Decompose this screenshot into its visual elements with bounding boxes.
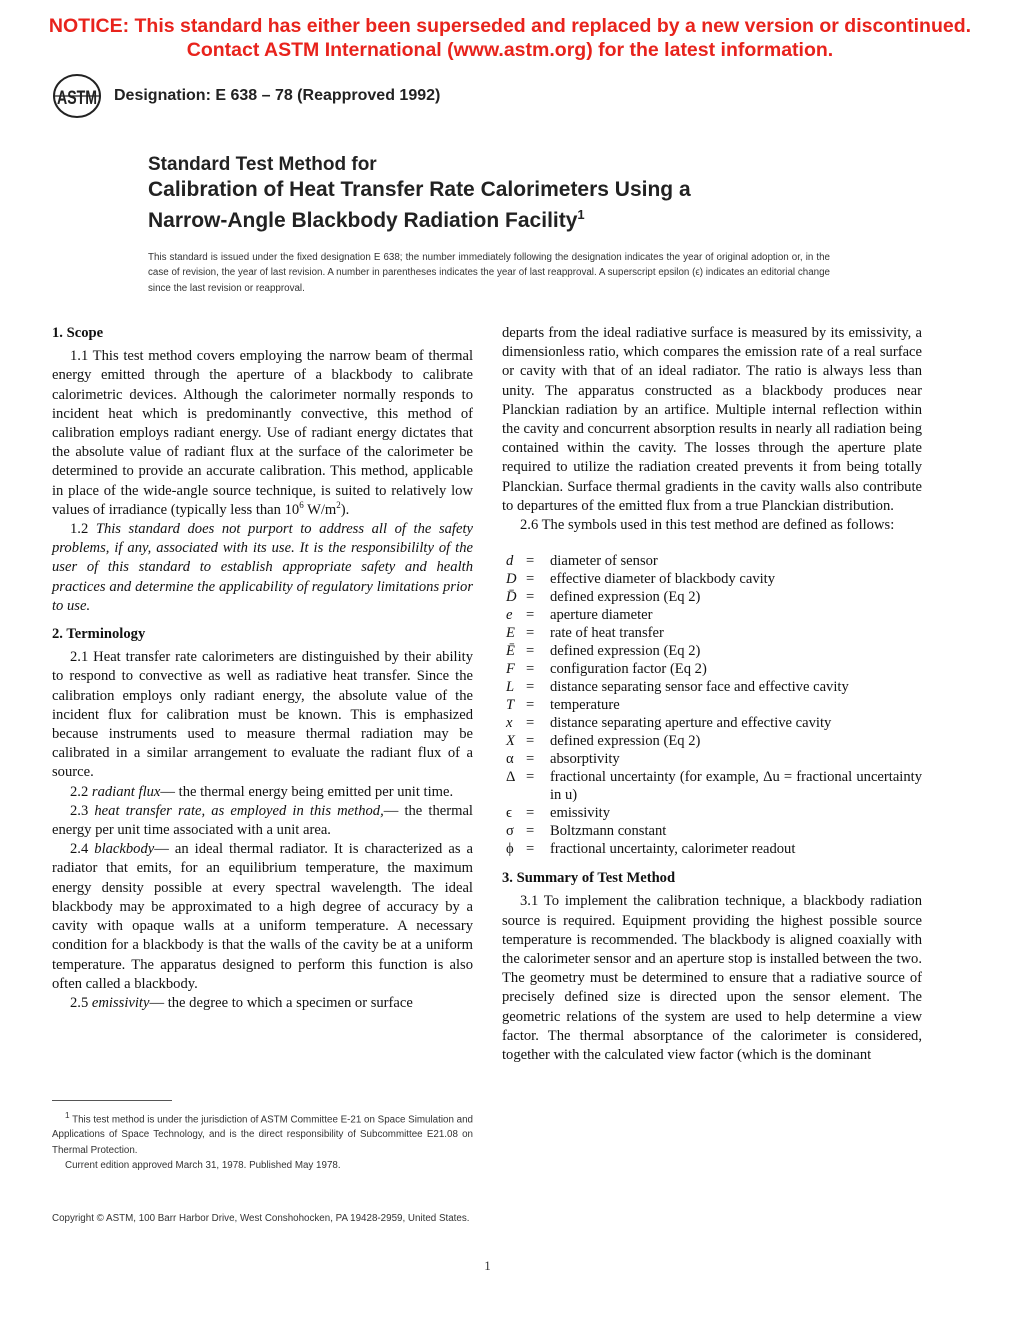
- equals-sign: =: [526, 661, 535, 678]
- equals-sign: =: [526, 607, 535, 624]
- symbol: L: [506, 679, 515, 696]
- symbol-row: [502, 840, 922, 858]
- designation-header: [52, 74, 440, 118]
- astm-logo-icon: [52, 74, 102, 118]
- symbol: d: [506, 553, 514, 570]
- footnote-1-text: This test method is under the jurisdiction of ASTM Committee E-21 on Space Simulation and Applications of Space Technology, and is the direct responsibility of Subcommittee E21.08 on Thermal Protection.: [52, 1114, 473, 1156]
- equals-sign: =: [526, 751, 535, 768]
- symbol-row: [502, 804, 922, 822]
- equals-sign: =: [526, 571, 535, 588]
- symbol-definition: defined expression (Eq 2): [550, 589, 701, 606]
- equals-sign: =: [526, 823, 535, 840]
- symbol-definition: absorptivity: [550, 751, 620, 768]
- footnote: [52, 1108, 473, 1173]
- equals-sign: =: [526, 805, 535, 822]
- paragraph-2-2-number: 2.2: [70, 783, 92, 800]
- page-number: 1: [484, 1258, 491, 1273]
- term-radiant-flux: radiant flux: [91, 783, 161, 800]
- symbol-list: [502, 552, 922, 858]
- symbol-definition: distance separating aperture and effective cavity: [550, 715, 832, 732]
- equals-sign: =: [526, 553, 535, 570]
- symbol: E: [506, 625, 515, 642]
- symbol-row: [502, 714, 922, 732]
- title-line-3-text: Narrow-Angle Blackbody Radiation Facility: [148, 209, 578, 232]
- symbol: F: [506, 661, 515, 678]
- paragraph-1-2-number: 1.2: [70, 521, 96, 538]
- paragraph-2-5-number: 2.5: [70, 994, 92, 1011]
- paragraph-1-1-text: 1.1 This test method covers employing the narrow beam of thermal energy emitted through the aperture of a blackbody to calibrate calorimetric devices. Although the calorimeter normally responds to incident heat which is predominantly convective, this method of calibration employs radiant energy. Use of radiant energy dictates that the absolute value of radiant flux at the surface of the calorimeter be determined to provide an accurate calibration. This method, applicable in place of the wide-angle source technique, is suited to relatively low values of irradiance (typically less than 10: [52, 348, 473, 518]
- title-footnote-mark: 1: [577, 207, 585, 222]
- issue-note: This standard is issued under the fixed designation E 638; the number immediately following the designation indicates the year of original adoption or, in the case of revision, the year of last revision. A number in parentheses indicates the year of last reapproval. A superscript epsilon (ϵ) indicates an editorial change since the last revision or reapproval.: [148, 252, 830, 294]
- paragraph-2-5: [52, 994, 473, 1013]
- right-column: [502, 324, 922, 1065]
- notice-line-2: Contact ASTM International (www.astm.org) for the latest information.: [186, 39, 834, 61]
- symbol-row: [502, 678, 922, 696]
- document-title: [148, 152, 691, 233]
- scope-heading: 1. Scope: [52, 325, 104, 341]
- symbol-row: [502, 696, 922, 714]
- equals-sign: =: [526, 643, 535, 660]
- exponent-2: 2: [336, 499, 341, 510]
- notice-line-1: NOTICE: This standard has either been superseded and replaced by a new version or discontinued.: [48, 15, 972, 37]
- paragraph-2-2-text: — the thermal energy being emitted per unit time.: [160, 783, 454, 800]
- symbol-definition: fractional uncertainty (for example, Δu = fractional uncertainty in u): [550, 769, 922, 804]
- symbol-definition: aperture diameter: [550, 607, 653, 624]
- symbol: α: [506, 751, 514, 768]
- paragraph-1-1: [52, 347, 473, 520]
- symbol-row: [502, 768, 922, 804]
- title-line-2: Calibration of Heat Transfer Rate Calorimeters Using a: [148, 178, 691, 201]
- symbol-row: [502, 552, 922, 570]
- symbol: Ē: [506, 643, 515, 660]
- symbol-row: [502, 732, 922, 750]
- equals-sign: =: [526, 841, 535, 858]
- symbol-row: [502, 606, 922, 624]
- equals-sign: =: [526, 625, 535, 642]
- paragraph-2-4: [52, 840, 473, 994]
- symbol-definition: Boltzmann constant: [550, 823, 667, 840]
- paragraph-1-1-end: ).: [340, 501, 350, 518]
- symbol-definition: distance separating sensor face and effective cavity: [550, 679, 849, 696]
- symbol: D̄: [506, 589, 517, 606]
- equals-sign: =: [526, 715, 535, 732]
- copyright: Copyright © ASTM, 100 Barr Harbor Drive, West Conshohocken, PA 19428-2959, United States.: [52, 1213, 470, 1224]
- paragraph-2-1: 2.1 Heat transfer rate calorimeters are distinguished by their ability to respond to convective as well as radiative heat transfer. Since the calibration employs only radiant energy, the absolute value of the incident flux for calibration must be known. This is emphasized because instruments used to measure thermal radiation may be calibrated in a similar arrangement to evaluate the radiant flux of a source.: [52, 649, 473, 781]
- paragraph-2-6: 2.6 The symbols used in this test method are defined as follows:: [520, 517, 895, 534]
- symbol-row: [502, 588, 922, 606]
- paragraph-1-1-unit: W/m: [303, 501, 337, 518]
- symbol: Δ: [506, 769, 516, 786]
- symbol-row: [502, 750, 922, 768]
- footnote-mark: 1: [65, 1111, 70, 1120]
- equals-sign: =: [526, 679, 535, 696]
- symbol-definition: emissivity: [550, 805, 610, 822]
- footnote-edition: Current edition approved March 31, 1978. Published May 1978.: [65, 1159, 341, 1171]
- symbol: D: [506, 571, 517, 588]
- symbol-row: [502, 624, 922, 642]
- symbol-definition: rate of heat transfer: [550, 625, 664, 642]
- paragraph-1-2: [52, 520, 473, 616]
- term-heat-transfer-rate: heat transfer rate, as employed in this method,: [94, 802, 384, 819]
- paragraph-2-2: [52, 783, 473, 802]
- paragraph-2-3-text: — the thermal energy per unit time associated with a unit area.: [52, 802, 473, 839]
- symbol-row: [502, 822, 922, 840]
- paragraph-2-5-text: — the degree to which a specimen or surface: [149, 994, 413, 1011]
- paragraph-2-3: [52, 802, 473, 840]
- terminology-heading: 2. Terminology: [52, 626, 146, 643]
- equals-sign: =: [526, 589, 535, 606]
- paragraph-2-4-text: — an ideal thermal radiator. It is characterized as a radiator that emits, for an equilibrium temperature, the maximum energy density possible at every spectral wavelength. The ideal blackbody may be approximated to a high degree of accuracy by a cavity with opaque walls at a uniform temperature. A necessary condition for a blackbody is that the walls of the cavity be at a uniform temperature. The apparatus designed to perform this function is also often called a blackbody.: [52, 841, 474, 992]
- symbol-definition: defined expression (Eq 2): [550, 643, 701, 660]
- equals-sign: =: [526, 769, 535, 786]
- symbol-definition: diameter of sensor: [550, 553, 658, 570]
- left-column: [52, 324, 473, 1013]
- symbol: x: [506, 715, 513, 732]
- symbol: e: [506, 607, 513, 624]
- summary-heading: 3. Summary of Test Method: [502, 870, 676, 887]
- symbol-definition: configuration factor (Eq 2): [550, 661, 707, 678]
- term-blackbody: blackbody: [94, 841, 155, 858]
- title-line-1: Standard Test Method for: [148, 154, 377, 175]
- exponent-6: 6: [299, 499, 304, 510]
- paragraph-1-2-text: This standard does not purport to address all of the safety problems, if any, associated with its use. It is the responsibililty of the user of this standard to establish appropriate safety and health practices and determine the applicability of regulatory limitations prior to use.: [52, 521, 473, 614]
- symbol-definition: defined expression (Eq 2): [550, 733, 701, 750]
- symbol: ϕ: [506, 841, 514, 858]
- equals-sign: =: [526, 697, 535, 714]
- equals-sign: =: [526, 733, 535, 750]
- footnote-divider: [52, 1100, 172, 1101]
- symbol-definition: temperature: [550, 697, 620, 714]
- symbol: ϵ: [506, 805, 512, 822]
- designation: Designation: E 638 – 78 (Reapproved 1992): [114, 87, 441, 104]
- notice-banner: [0, 14, 1020, 62]
- astm-logo-text: ASTM: [57, 88, 97, 109]
- symbol: σ: [506, 823, 514, 840]
- symbol: X: [506, 733, 515, 750]
- symbol-definition: effective diameter of blackbody cavity: [550, 571, 776, 588]
- paragraph-2-5-continued: departs from the ideal radiative surface is measured by its emissivity, a dimensionless ratio, which compares the emission rate of a real surface or cavity with that of an ideal radiator. The ratio is always less than unity. The apparatus constructed as a blackbody produces near Planckian radiation by an artifice. Multiple internal reflection within the cavity and concurrent absorption results in nearly all radiation being contained within the cavity. The losses through the aperture plate required to utilize the radiation created prevents it from being totally Planckian. Surface thermal gradients in the cavity walls also contribute to departures of the emitted flux from a true Planckian distribution.: [502, 325, 922, 514]
- term-emissivity: emissivity: [91, 994, 150, 1011]
- paragraph-2-4-number: 2.4: [70, 841, 95, 858]
- symbol-row: [502, 642, 922, 660]
- paragraph-2-3-number: 2.3: [70, 802, 95, 819]
- symbol-row: [502, 570, 922, 588]
- symbol-row: [502, 660, 922, 678]
- symbol-definition: fractional uncertainty, calorimeter readout: [550, 841, 796, 858]
- paragraph-3-1: 3.1 To implement the calibration technique, a blackbody radiation source is required. Equipment providing the highest possible source temperature is recommended. The blackbody is aligned coaxially with the calorimeter sensor and an aperture stop is installed between the two. The geometry must be determined to ensure that a radiative source of precisely defined size is directed upon the sensor element. The geometric relations of the system are used to help determine a view factor. The thermal absorptance of the calorimeter is considered, together with the calculated view factor (which is the dominant: [502, 893, 922, 1064]
- footnote-1: [52, 1108, 473, 1158]
- symbol: T: [506, 697, 515, 714]
- title-line-3: [148, 202, 691, 233]
